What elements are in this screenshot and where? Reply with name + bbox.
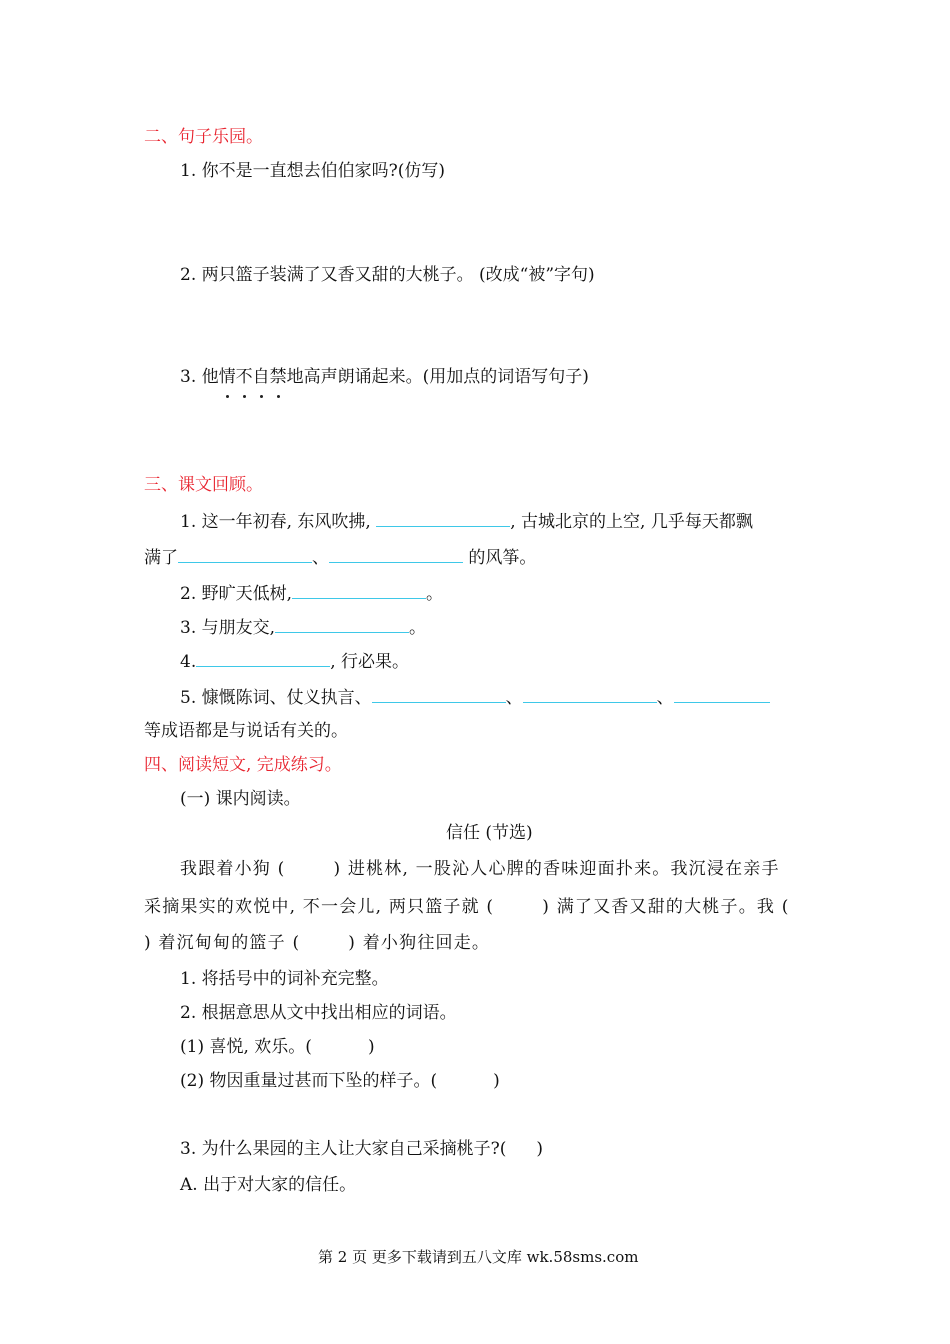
dotted-char: 自 [252,367,270,387]
dotted-char: 不 [235,367,253,387]
dotted-char: 禁 [269,367,287,387]
passage-line-1: 我跟着小狗 ( ) 进桃林, 一股沁人心脾的香味迎面扑来。我沉浸在亲手 [180,859,780,879]
answer-blank[interactable] [196,648,330,667]
passage-title: 信任 (节选) [446,823,533,843]
question-3-5-line2: 等成语都是与说话有关的。 [144,721,348,741]
section-heading-review: 三、课文回顾。 [144,475,263,495]
reading-question-2-2: (2) 物因重量过甚而下坠的样子。( ) [180,1071,500,1091]
answer-blank[interactable] [674,684,770,703]
reading-question-2: 2. 根据意思从文中找出相应的词语。 [180,1003,457,1023]
reading-question-1: 1. 将括号中的词补充完整。 [180,969,389,989]
question-3-2: 2. 野旷天低树, 。 [180,580,443,605]
passage-line-2: 采摘果实的欢悦中, 不一会儿, 两只篮子就 ( ) 满了又香又甜的大桃子。我 ( [144,897,790,917]
answer-blank[interactable] [292,580,426,599]
question-2-1: 1. 你不是一直想去伯伯家吗?(仿写) [180,161,446,181]
question-2-3 [180,366,589,388]
answer-blank[interactable] [275,614,409,633]
question-3-5-line1: 5. 慷慨陈词、仗义执言、 、 、 [180,684,770,709]
reading-question-2-1: (1) 喜悦, 欢乐。( ) [180,1037,375,1057]
section-heading-reading: 四、阅读短文, 完成练习。 [144,755,342,775]
page-footer: 第 2 页 更多下载请到五八文库 wk.58sms.com [318,1248,639,1266]
dotted-char: 情 [218,367,236,387]
reading-option-a: A. 出于对大家的信任。 [180,1175,357,1195]
answer-blank[interactable] [329,544,463,563]
section-heading-sentences: 二、句子乐园。 [144,127,263,147]
passage-line-3: ) 着沉甸甸的篮子 ( ) 着小狗往回走。 [144,933,491,953]
question-2-3-rest: 地高声朗诵起来。(用加点的词语写句子) [286,367,589,387]
answer-blank[interactable] [523,684,657,703]
answer-blank[interactable] [178,544,312,563]
reading-question-3: 3. 为什么果园的主人让大家自己采摘桃子?( ) [180,1139,544,1159]
question-3-1-line1: 1. 这一年初春, 东风吹拂, , 古城北京的上空, 几乎每天都飘 [180,508,753,533]
reading-subheading: (一) 课内阅读。 [180,789,301,809]
answer-blank[interactable] [376,508,510,527]
question-3-3: 3. 与朋友交, 。 [180,614,426,639]
question-3-1-line2: 满了 、 的风筝。 [144,544,536,569]
question-3-4: 4. , 行必果。 [180,648,409,673]
question-2-3-number: 3. 他 [180,367,219,387]
question-2-2: 2. 两只篮子装满了又香又甜的大桃子。 (改成“被”字句) [180,265,595,285]
answer-blank[interactable] [372,684,506,703]
